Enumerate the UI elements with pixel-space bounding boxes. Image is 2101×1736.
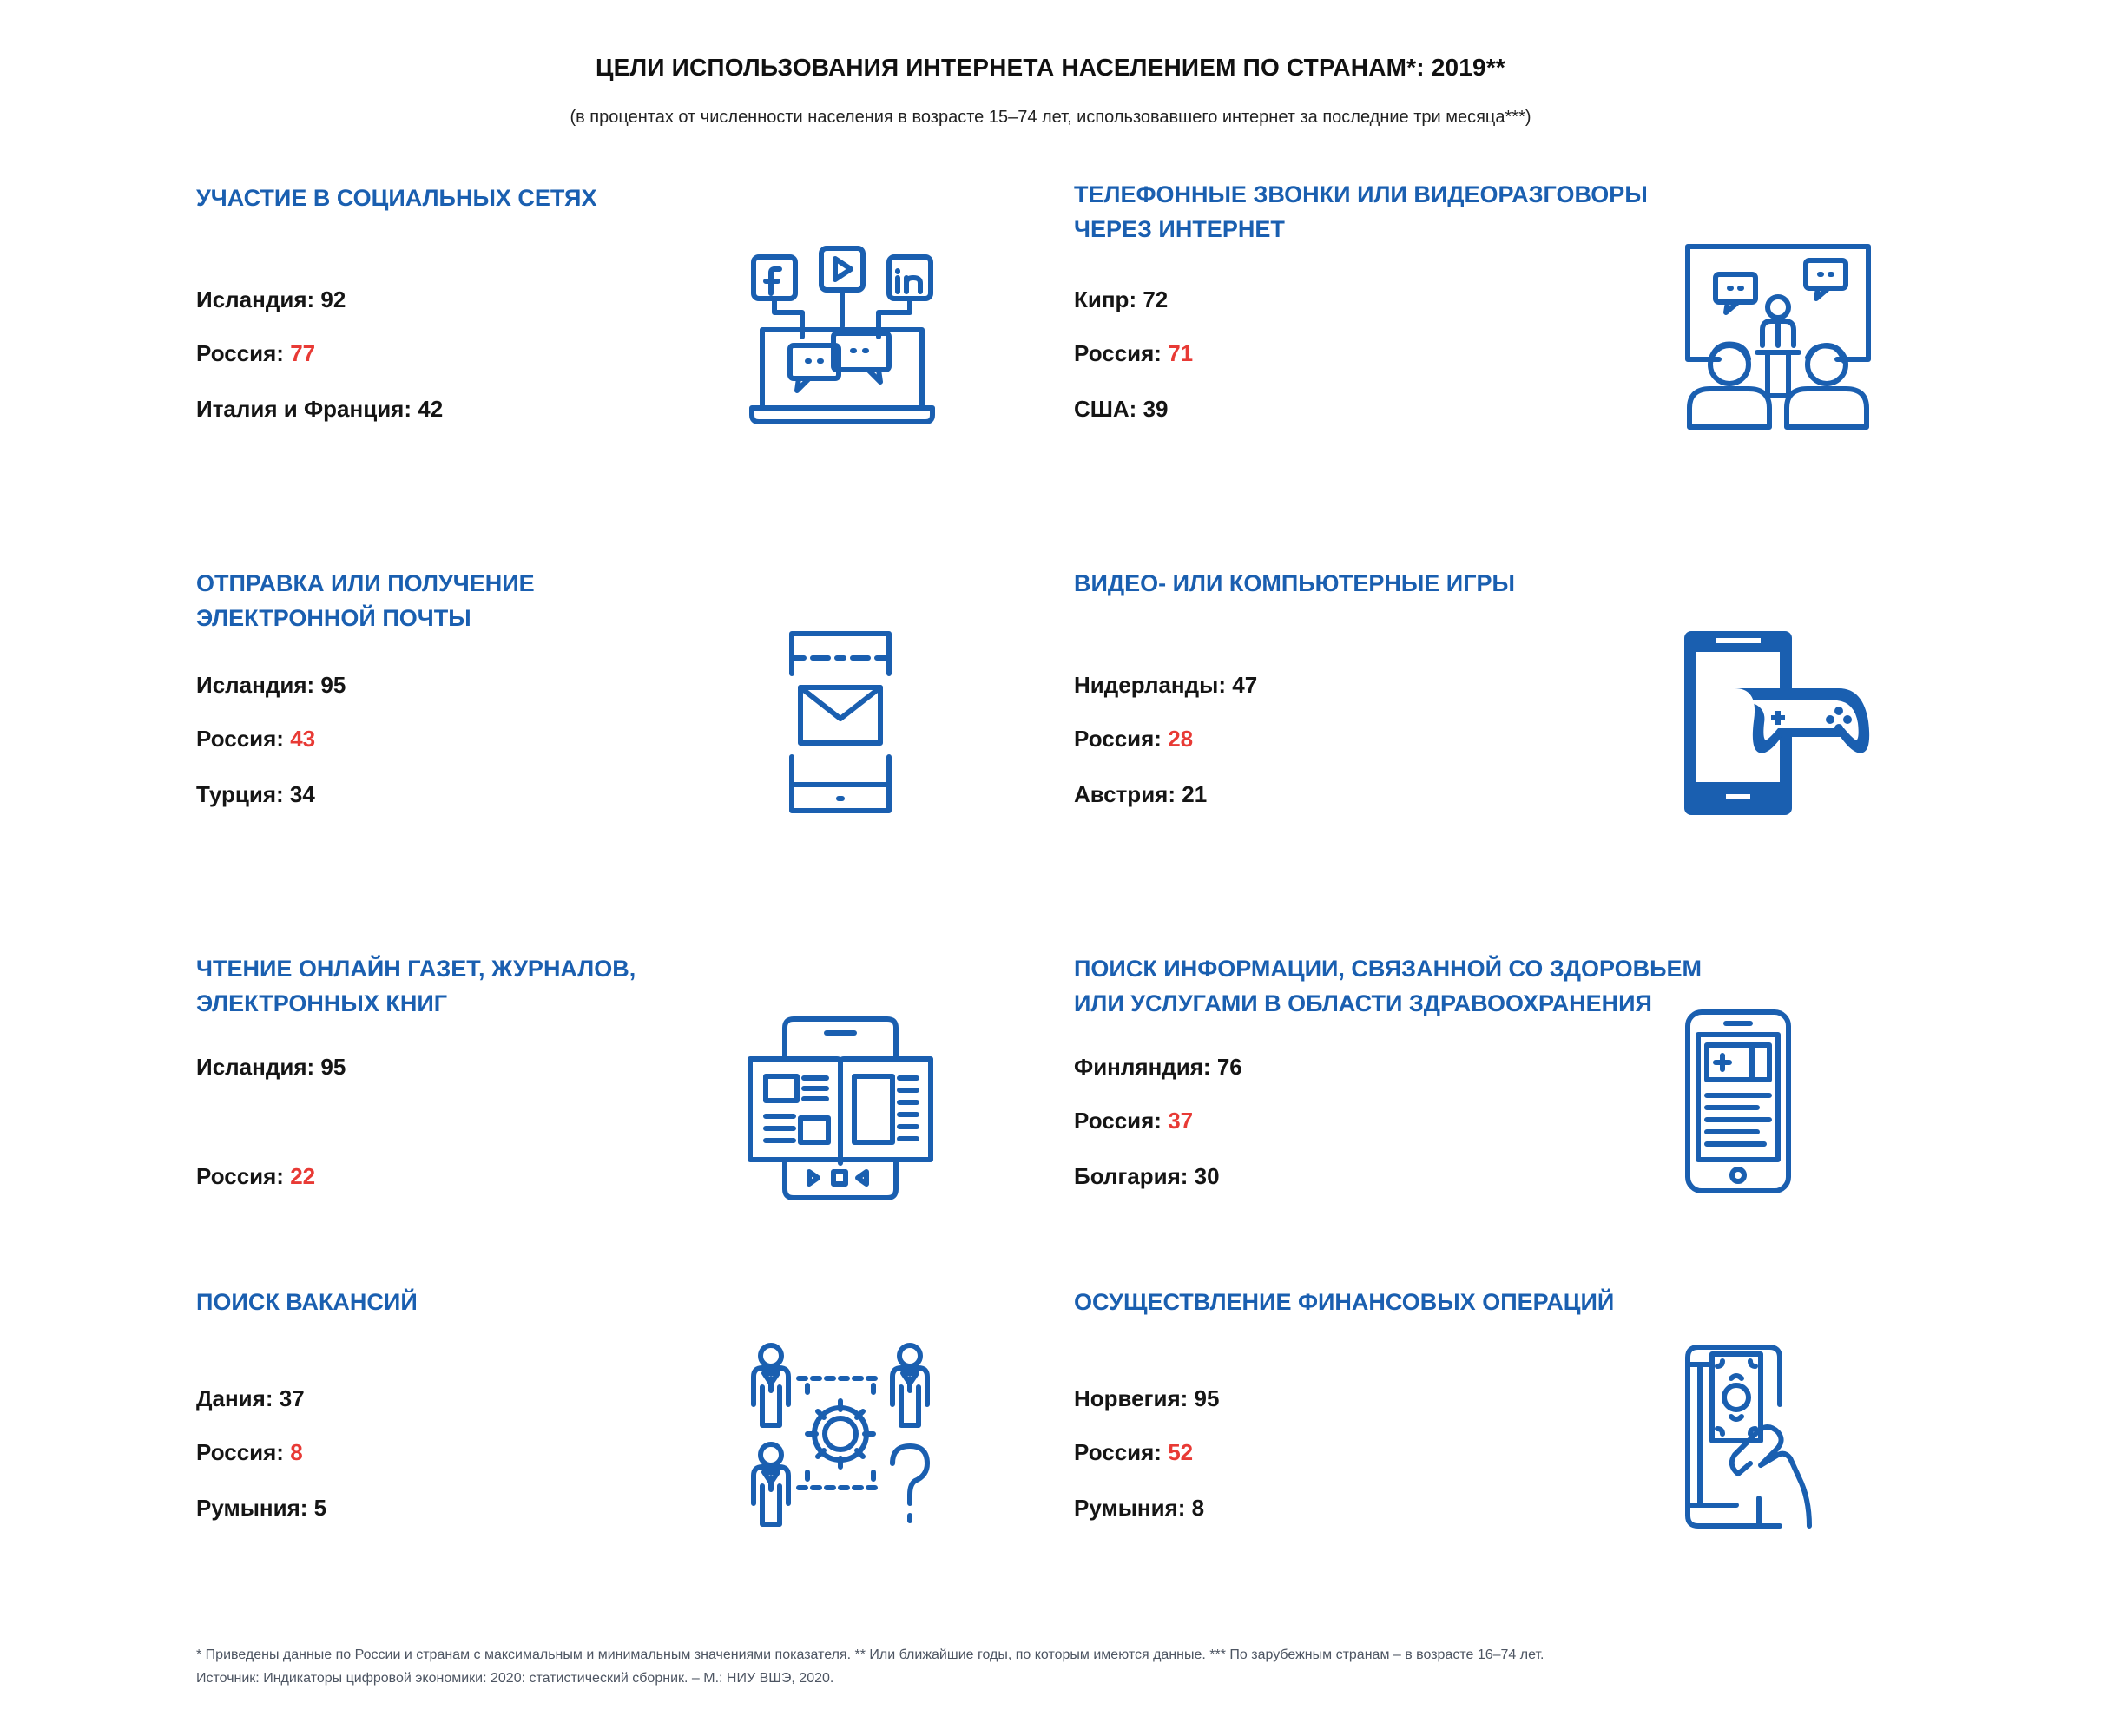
section-title [196,566,908,635]
stat-value: 30 [1194,1163,1220,1189]
section-title [196,951,908,1021]
country-label: Россия: [196,1439,291,1465]
country-label: Россия: [1074,340,1169,366]
page-title: ЦЕЛИ ИСПОЛЬЗОВАНИЯ ИНТЕРНЕТА НАСЕЛЕНИЕМ ПО СТРАНАМ*: 2019** [595,54,1506,81]
medical-phone-icon [1684,1009,1792,1194]
stat-value: 8 [1191,1495,1205,1521]
stat-row-russia [1074,1439,1193,1466]
stat-row-russia [196,340,315,367]
stat-value: 95 [320,1054,346,1080]
section-title-line: ИЛИ УСЛУГАМИ В ОБЛАСТИ ЗДРАВООХРАНЕНИЯ [1074,990,1652,1016]
stat-row [196,1495,326,1522]
stat-row [1074,672,1257,699]
mail-phone-icon [787,628,894,816]
country-label: Финляндия: [1074,1054,1217,1080]
country-label: Россия: [1074,1439,1169,1465]
country-label: США: [1074,396,1143,422]
country-label: Кипр: [1074,286,1143,312]
stat-value: 95 [320,672,346,698]
section-title-line: ВИДЕО- ИЛИ КОМПЬЮТЕРНЫЕ ИГРЫ [1074,570,1515,596]
country-label: Румыния: [196,1495,314,1521]
country-label: Россия: [196,726,291,752]
section-title [196,181,908,215]
stat-row [1074,1163,1220,1190]
country-label: Турция: [196,781,290,807]
section-title-line: ЭЛЕКТРОННОЙ ПОЧТЫ [196,605,471,631]
source-line: Источник: Индикаторы цифровой экономики: 2020: статистический сборник. – М.: НИУ ВШЭ, 2020. [196,1671,834,1686]
stat-row [196,286,346,313]
stat-value: 47 [1232,672,1258,698]
country-label: Россия: [196,340,291,366]
ebook-reader-icon [747,1016,934,1201]
footnote-line: * Приведены данные по России и странам с максимальным и минимальным значениями показателя. ** Или ближайшие годы, по которым имеются данные. *** По зарубежным странам – в возрасте 16–74 лет. [196,1647,1544,1662]
stat-row-russia [196,1439,303,1466]
stat-row [1074,781,1207,808]
section-title-line: ПОИСК ИНФОРМАЦИИ, СВЯЗАННОЙ СО ЗДОРОВЬЕМ [1074,956,1703,982]
country-label: Исландия: [196,672,321,698]
country-label: Норвегия: [1074,1385,1195,1411]
stat-row [196,1385,305,1412]
stat-value: 76 [1216,1054,1242,1080]
country-label: Исландия: [196,286,321,312]
russia-value: 43 [290,726,316,752]
country-label: Россия: [196,1163,291,1189]
russia-value: 77 [290,340,316,366]
mobile-payment-icon [1684,1344,1814,1531]
stat-value: 39 [1143,396,1169,422]
country-label: Болгария: [1074,1163,1195,1189]
stat-row [1074,1385,1219,1412]
section-title-line: ОСУЩЕСТВЛЕНИЕ ФИНАНСОВЫХ ОПЕРАЦИЙ [1074,1289,1615,1315]
section-title-line: ЧТЕНИЕ ОНЛАЙН ГАЗЕТ, ЖУРНАЛОВ, [196,956,636,982]
russia-value: 28 [1168,726,1194,752]
russia-value: 22 [290,1163,316,1189]
section-title [1074,177,1786,247]
section-title-line: ОТПРАВКА ИЛИ ПОЛУЧЕНИЕ [196,570,535,596]
country-label: Россия: [1074,726,1169,752]
country-label: Австрия: [1074,781,1182,807]
stat-value: 34 [289,781,315,807]
stat-row-russia [1074,1108,1193,1134]
video-conference-icon [1684,243,1872,431]
stat-row-russia [1074,340,1193,367]
stat-row [196,672,346,699]
page-subtitle: (в процентах от численности населения в возрасте 15–74 лет, использовавшего интернет за последние три месяца***) [570,108,1531,127]
stat-row [196,396,443,423]
stat-row-russia [1074,726,1193,753]
gamepad-phone-icon [1684,631,1872,815]
stat-value: 95 [1194,1385,1220,1411]
section-title [1074,1285,1786,1319]
section-title [1074,566,1786,601]
stat-row [1074,1495,1204,1522]
section-title-line: ЧЕРЕЗ ИНТЕРНЕТ [1074,216,1285,242]
russia-value: 52 [1168,1439,1194,1465]
stat-row [1074,396,1168,423]
stat-row-russia [196,1163,315,1190]
russia-value: 37 [1168,1108,1194,1134]
stat-row [196,1054,346,1081]
job-search-people-icon [747,1342,934,1533]
stat-value: 5 [313,1495,327,1521]
stat-row-russia [196,726,315,753]
country-label: Россия: [1074,1108,1169,1134]
section-title-line: ТЕЛЕФОННЫЕ ЗВОНКИ ИЛИ ВИДЕОРАЗГОВОРЫ [1074,181,1648,207]
social-media-laptop-icon [748,243,936,431]
footnotes [196,1643,1933,1690]
section-title-line: ЭЛЕКТРОННЫХ КНИГ [196,990,448,1016]
country-label: Дания: [196,1385,280,1411]
russia-value: 71 [1168,340,1194,366]
stat-value: 21 [1182,781,1208,807]
country-label: Италия и Франция: [196,396,418,422]
stat-row [196,781,315,808]
stat-row [1074,286,1168,313]
russia-value: 8 [290,1439,303,1465]
section-title [196,1285,908,1319]
country-label: Нидерланды: [1074,672,1233,698]
country-label: Исландия: [196,1054,321,1080]
stat-value: 37 [279,1385,305,1411]
stat-value: 92 [320,286,346,312]
country-label: Румыния: [1074,1495,1192,1521]
section-title-line: УЧАСТИЕ В СОЦИАЛЬНЫХ СЕТЯХ [196,185,597,211]
stat-value: 42 [418,396,444,422]
section-title [1074,951,1786,1021]
section-title-line: ПОИСК ВАКАНСИЙ [196,1289,418,1315]
stat-value: 72 [1143,286,1169,312]
stat-row [1074,1054,1242,1081]
